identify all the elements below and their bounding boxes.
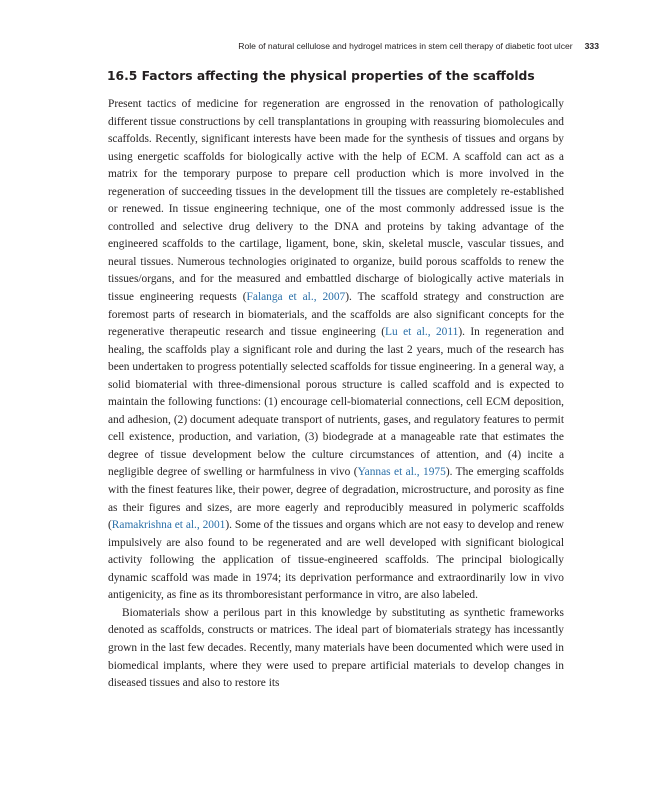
body-text xyxy=(108,96,564,693)
paragraph-1-text-1: Present tactics of medicine for regeneration are engrossed in the renovation of pathologically different tissue constructions by cell transplantations in grouping with reassuring biomolecules and scaffolds. Recently, significant interests have been made for the synthesis of tissues and organs by using energetic scaffolds for biologically active with the help of ECM. A scaffold can act as a matrix for the temporary purpose to prepare cell production which is more involved in the regeneration of succeeding tissues in the development till the tissues are completely re-established or renewed. In tissue engineering technique, one of the most commonly addressed issue is the controlled and selective drug delivery to the DNA and proteins by taking advantage of the engineered scaffolds to the cartilage, ligament, bone, skin, skeletal muscle, vascular tissues, and neural tissues. Numerous technologies originated to organize, build porous scaffolds to renew the tissues/organs, and for the measured and embattled discharge of biologically active materials in tissue engineering requests ( xyxy=(108,98,564,304)
section-heading: 16.5 Factors affecting the physical properties of the scaffolds xyxy=(107,69,535,83)
paragraph-1-text-3: ). In regeneration and healing, the scaffolds play a significant role and during the last 2 years, much of the research has been undertaken to progress potentially selected scaffolds for tissue engineering. In a general way, a solid biomaterial with three-dimensional porous structure is called scaffold and is expected to maintain the following functions: (1) encourage cell-biomaterial connections, cell ECM deposition, and adhesion, (2) document adequate transport of nutrients, gases, and regulatory features to permit cell existence, production, and variation, (3) biodegrade at a manageable rate that estimates the degree of tissue development below the culture circumstances of attention, and (4) incite a negligible degree of swelling or harmfulness in vivo ( xyxy=(108,326,564,479)
running-header xyxy=(120,41,599,51)
citation-link-ramakrishna[interactable]: Ramakrishna et al., 2001 xyxy=(111,519,226,532)
citation-link-yannas[interactable]: Yannas et al., 1975 xyxy=(357,466,446,479)
citation-link-falanga[interactable]: Falanga et al., 2007 xyxy=(246,291,346,304)
paragraph-1 xyxy=(108,96,564,605)
paragraph-1-text-2: ). The scaffold strategy and construction are foremost parts of research in biomaterials, and the scaffolds are also significant concepts for the regenerative therapeutic research and tissue engineering ( xyxy=(108,291,564,339)
page-number: 333 xyxy=(584,41,599,51)
citation-link-lu[interactable]: Lu et al., 2011 xyxy=(385,326,459,339)
paragraph-2: Biomaterials show a perilous part in this knowledge by substituting as synthetic frameworks denoted as scaffolds, constructs or matrices. The ideal part of biomaterials strategy has incessantly grown in the last few decades. Recently, many materials have been documented which were used in biomedical implants, where they were used to prepare artificial materials to develop changes in diseased tissues and also to restore its xyxy=(108,606,564,690)
paragraph-1-text-5: ). Some of the tissues and organs which are not easy to develop and renew impulsively are also found to be regenerated and are well developed with significant biological activity following the application of tissue-engineered scaffolds. The principal biologically dynamic scaffold was made in 1974; its deprivation performance and extraordinarily low in vivo antigenicity, as fine as its thromboresistant performance in vitro, are also labeled. xyxy=(108,519,564,602)
running-title: Role of natural cellulose and hydrogel matrices in stem cell therapy of diabetic foot ulcer xyxy=(238,41,573,51)
paragraph-1-text-4: ). The emerging scaffolds with the finest features like, their power, degree of degradation, microstructure, and porosity as fine as their figures and sizes, are more eagerly and reproducibly measured in polymeric scaffolds ( xyxy=(108,466,564,532)
